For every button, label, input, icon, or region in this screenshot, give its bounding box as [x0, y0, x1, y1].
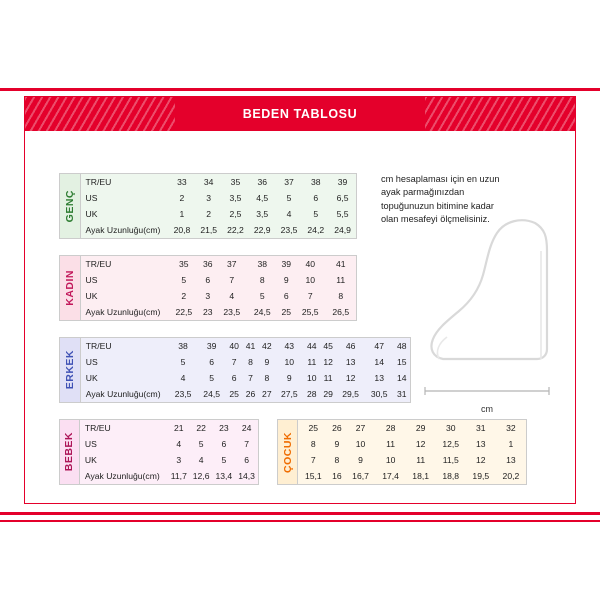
table-label-kadin	[60, 256, 81, 320]
table-block-erkek	[59, 337, 411, 403]
card-header	[25, 97, 575, 131]
table-row: US 5 6 7 8 9 10 11	[85, 275, 346, 285]
table-label-erkek	[60, 338, 81, 402]
measurement-note: cm hesaplaması için en uzun ayak parmağınızdan topuğunuzun bitimine kadar olan mesafeyi ölçmelisiniz.	[381, 174, 500, 225]
table-block-cocuk	[277, 419, 527, 485]
page-title: BEDEN TABLOSU	[242, 107, 358, 121]
card-body	[25, 131, 575, 503]
table-row: 8 9 10 11 12 12,5 13 1	[310, 439, 514, 449]
table-row: US 2 3 3,5 4,5 5 6 6,5	[85, 193, 349, 203]
table-row: TR/EU 21 22 23 24	[84, 423, 252, 433]
bottom-divider-stripe-2	[0, 520, 600, 522]
table-block-genc	[59, 173, 357, 239]
table-row: 7 8 9 10 11 11,5 12 13	[310, 455, 516, 465]
table-label-genc-text: GENÇ	[63, 189, 76, 223]
table-row: UK 3 4 5 6	[84, 455, 249, 465]
foot-silhouette-icon	[417, 211, 557, 381]
table-row: TR/EU 38 39 40 41 42 43 44 45 46 47 48	[85, 341, 407, 351]
table-row: Ayak Uzunluğu(cm) 22,5 23 23,5 24,5 25 25,5 26,5	[85, 307, 350, 317]
table-label-bebek-text: BEBEK	[63, 432, 76, 472]
table-erkek	[81, 338, 410, 402]
table-label-cocuk	[278, 420, 298, 484]
table-genc	[81, 174, 356, 238]
table-row: 15,1 16 16,7 17,4 18,1 18,8 19,5 20,2	[304, 471, 520, 481]
table-cocuk	[298, 420, 526, 484]
table-row: TR/EU 33 34 35 36 37 38 39	[85, 177, 348, 187]
hatch-pattern-right-icon	[425, 97, 575, 131]
cm-measure-text: cm	[481, 404, 493, 414]
table-row: Ayak Uzunluğu(cm) 23,5 24,5 25 26 27 27,5 28 29 29,5 30,5 31	[85, 389, 407, 399]
table-kadin	[81, 256, 356, 320]
table-row: US 5 6 7 8 9 10 11 12 13 14 15	[85, 357, 407, 367]
table-row: UK 4 5 6 7 8 9 10 11 12 13 14	[85, 373, 407, 383]
table-row: UK 1 2 2,5 3,5 4 5 5,5	[85, 209, 349, 219]
table-row: Ayak Uzunluğu(cm) 11,7 12,6 13,4 14,3	[84, 471, 255, 481]
table-row: 25 26 27 28 29 30 31 32	[308, 423, 516, 433]
table-label-genc	[60, 174, 81, 238]
table-row: TR/EU 35 36 37 38 39 40 41	[85, 259, 346, 269]
table-block-kadin	[59, 255, 357, 321]
top-divider-stripe	[0, 88, 600, 91]
bottom-divider-stripe-1	[0, 512, 600, 515]
hatch-pattern-left-icon	[25, 97, 175, 131]
table-label-bebek	[60, 420, 80, 484]
table-row: Ayak Uzunluğu(cm) 20,8 21,5 22,2 22,9 23,5 24,2 24,9	[85, 225, 351, 235]
size-chart-card	[24, 96, 576, 504]
table-label-erkek-text: ERKEK	[63, 350, 76, 390]
table-block-bebek	[59, 419, 259, 485]
table-label-cocuk-text: ÇOCUK	[281, 431, 294, 473]
table-row: UK 2 3 4 5 6 7 8	[85, 291, 344, 301]
table-row: US 4 5 6 7	[84, 439, 249, 449]
table-bebek	[80, 420, 258, 484]
table-label-kadin-text: KADIN	[63, 270, 76, 306]
cm-measure-label	[417, 386, 557, 414]
